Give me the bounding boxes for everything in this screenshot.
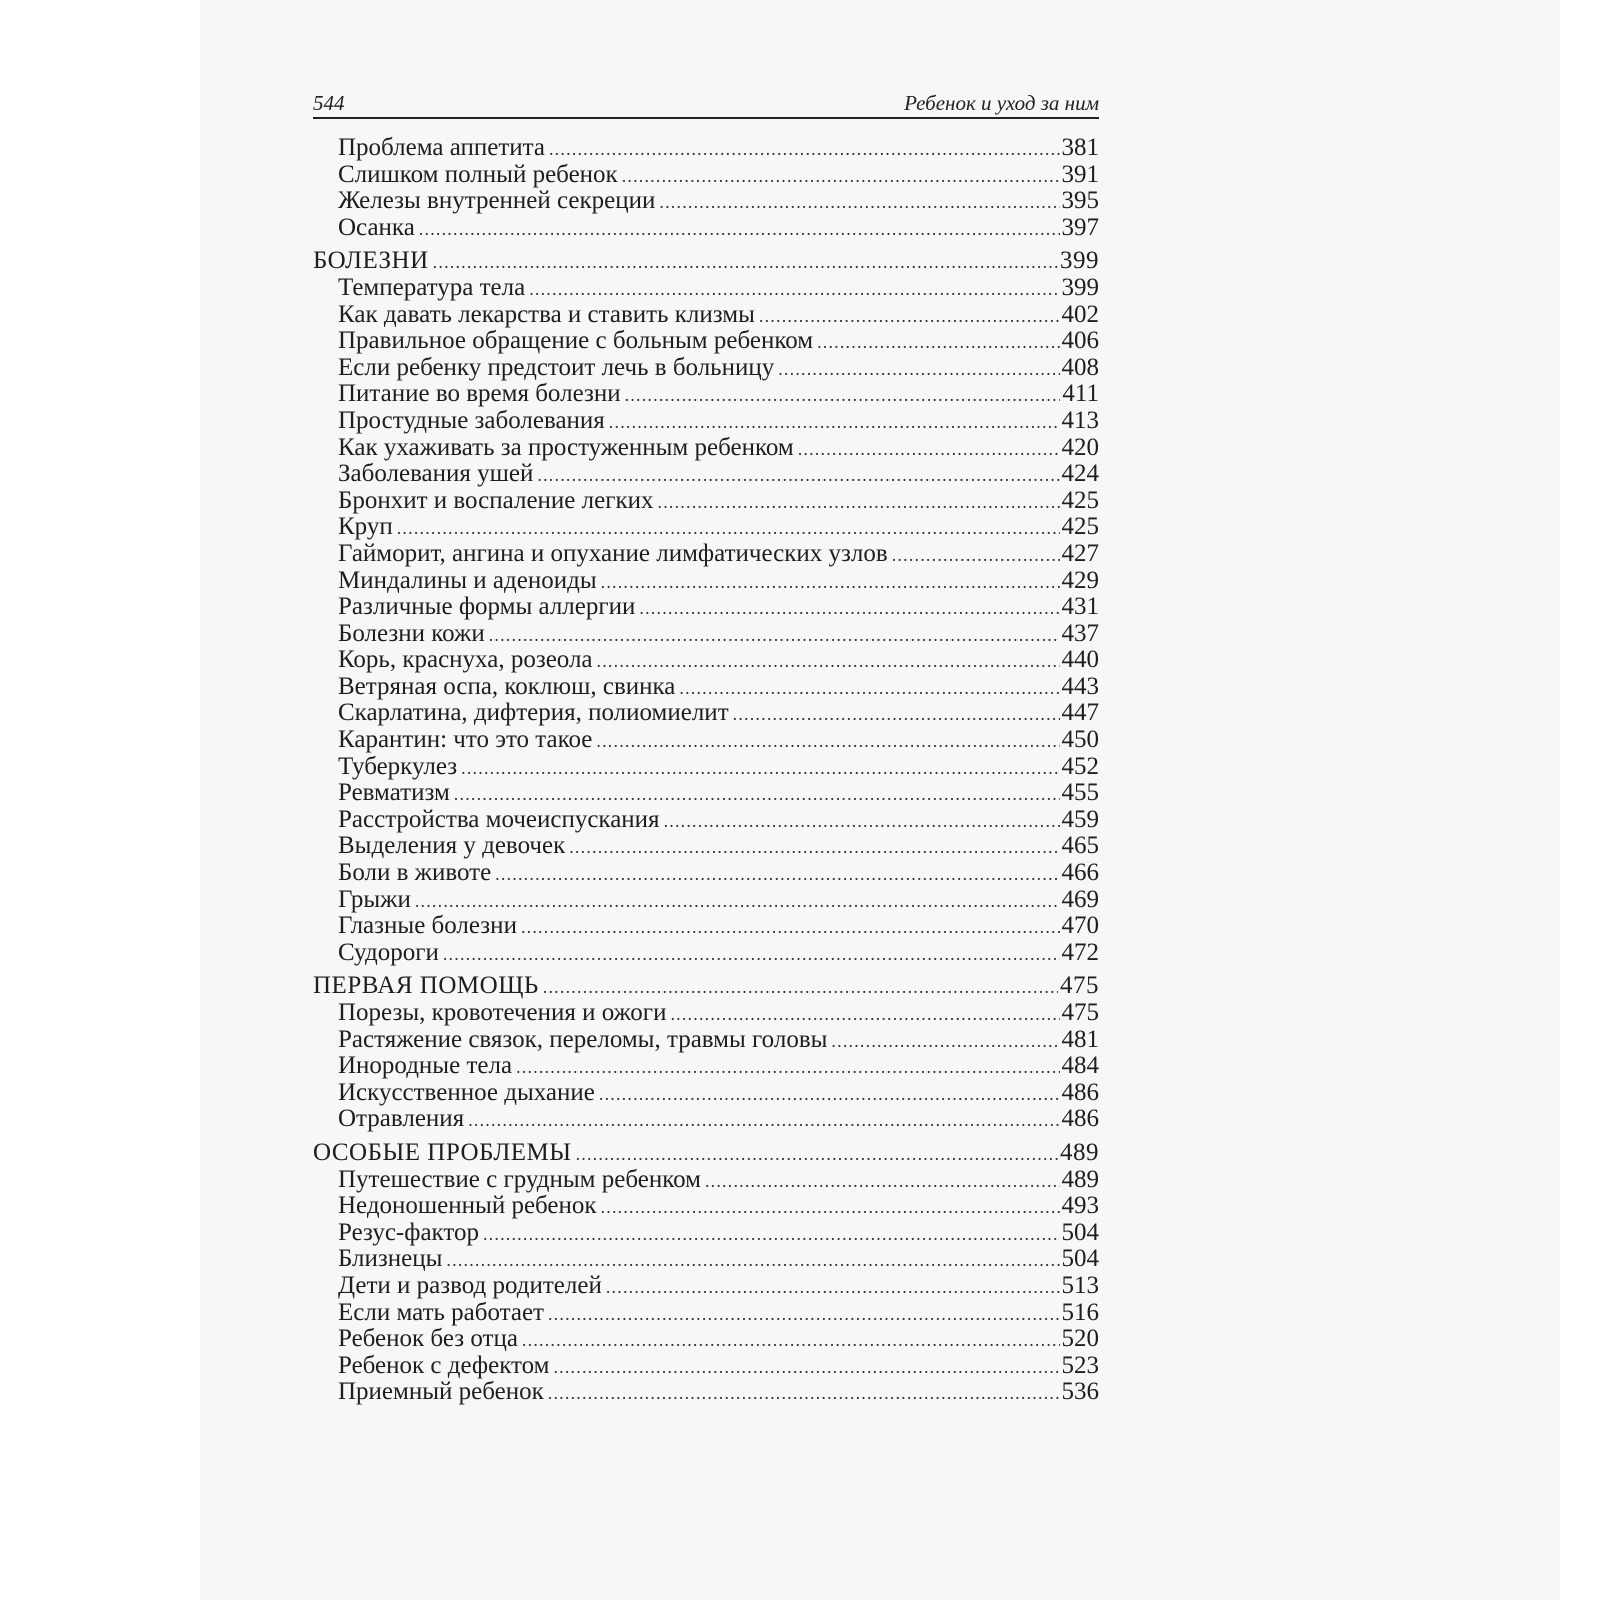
toc-entry-page: 447 [1061,699,1099,727]
dot-leader [443,941,1060,968]
toc-entry [313,541,1099,568]
toc-entry [313,594,1099,621]
toc-entry-page: 408 [1061,353,1099,381]
toc-entry-page: 399 [1061,273,1099,301]
dot-leader [601,1194,1060,1221]
toc-entry-page: 397 [1061,213,1099,241]
toc-entry [313,780,1099,807]
toc-entry-page: 486 [1061,1078,1099,1106]
toc-entry [313,807,1099,834]
toc-entry-label: Миндалины и аденоиды [338,566,597,594]
toc-entry-page: 429 [1061,566,1099,594]
dot-leader [606,1274,1060,1301]
toc-entry-label: Судороги [338,938,439,966]
toc-entry-label: Температура тела [338,273,526,301]
toc-entry-page: 437 [1061,619,1099,647]
toc-entry [313,913,1099,940]
toc-entry-label: Ребенок с дефектом [338,1351,550,1379]
toc-entry-page: 469 [1061,885,1099,913]
toc-entry-label: Ребенок без отца [338,1325,518,1353]
toc-entry-page: 440 [1061,646,1099,674]
header-rule [313,117,1099,119]
dot-leader [759,303,1060,330]
dot-leader [733,701,1060,728]
dot-leader [461,755,1059,782]
toc-entry-label: Гайморит, ангина и опухание лимфатических узлов [338,539,888,567]
toc-entry [313,302,1099,329]
toc-entry [313,275,1099,302]
toc-entry-page: 472 [1061,938,1099,966]
toc-entry [313,1080,1099,1107]
toc-entry-label: Слишком полный ребенок [338,160,618,188]
toc-entry-page: 459 [1061,805,1099,833]
toc-entry [313,700,1099,727]
toc-entry-label: Близнецы [338,1245,443,1273]
toc-entry [313,621,1099,648]
toc-entry [313,1167,1099,1194]
toc-entry-label: Путешествие с грудным ребенком [338,1165,701,1193]
toc-entry [313,833,1099,860]
toc-entry-page: 455 [1061,779,1099,807]
toc-entry [313,1326,1099,1353]
dot-leader [468,1107,1059,1134]
toc-entry-label: Корь, краснуха, розеола [338,646,593,674]
dot-leader [625,382,1061,409]
toc-entry-page: 504 [1061,1245,1099,1273]
toc-entry-page: 493 [1061,1192,1099,1220]
toc-entry [313,1273,1099,1300]
toc-entry-page: 486 [1061,1105,1099,1133]
toc-entry-label: Искусственное дыхание [338,1078,595,1106]
toc-entry-label: Осанка [338,213,415,241]
dot-leader [489,622,1060,649]
toc-entry-label: Если ребенку предстоит лечь в больницу [338,353,775,381]
toc-entry-label: Как ухаживать за простуженным ребенком [338,433,794,461]
toc-entry-label: Порезы, кровотечения и ожоги [338,999,667,1026]
dot-leader [397,515,1060,542]
dot-leader [658,489,1060,516]
toc-entry-label: ПЕРВАЯ ПОМОЩЬ [313,972,539,1000]
dot-leader [622,163,1060,190]
toc-entry-page: 424 [1061,460,1099,488]
toc-entry-label: Расстройства мочеиспускания [338,805,660,833]
toc-entry-page: 523 [1061,1351,1099,1379]
toc-entry-label: Инородные тела [338,1052,513,1080]
dot-leader [569,834,1059,861]
running-title: Ребенок и уход за ним [904,91,1099,115]
toc-entry [313,135,1099,162]
toc-entry-page: 425 [1061,486,1099,514]
dot-leader [599,1081,1060,1108]
toc-entry-page: 402 [1061,300,1099,328]
toc-entry-page: 452 [1061,752,1099,780]
toc-entry-page: 504 [1061,1218,1099,1246]
dot-leader [639,595,1059,622]
toc-entry-label: Различные формы аллергии [338,593,636,621]
toc-entry-label: Растяжение связок, переломы, травмы головы [338,1025,828,1053]
dot-leader [516,1054,1059,1081]
toc-entry-page: 431 [1061,593,1099,621]
toc-entry-page: 489 [1060,1138,1099,1166]
table-of-contents [313,135,1099,1406]
toc-entry [313,1027,1099,1054]
dot-leader [522,1327,1060,1354]
toc-entry-page: 411 [1062,380,1099,408]
toc-entry [313,940,1099,967]
toc-entry [313,1000,1099,1027]
toc-entry-label: Правильное обращение с больным ребенком [338,327,814,355]
toc-entry-label: Если мать работает [338,1298,544,1326]
dot-leader [446,1247,1059,1274]
toc-entry-page: 427 [1061,539,1099,567]
toc-entry-page: 465 [1061,832,1099,860]
toc-entry [313,887,1099,914]
toc-entry [313,674,1099,701]
toc-entry-label: Резус-фактор [338,1218,479,1246]
dot-leader [433,249,1058,276]
toc-entry-label: Недоношенный ребенок [338,1192,597,1220]
toc-entry [313,1246,1099,1273]
toc-entry-page: 481 [1061,1025,1099,1053]
toc-entry-page: 391 [1061,160,1099,188]
toc-section-entry [313,1140,1099,1167]
running-header [313,86,1099,118]
toc-entry-page: 381 [1061,134,1099,161]
toc-entry-label: Бронхит и воспаление легких [338,486,654,514]
dot-leader [597,648,1060,675]
toc-entry-label: Дети и развод родителей [338,1271,602,1299]
dot-leader [831,1028,1059,1055]
toc-entry-label: Грыжи [338,885,411,913]
toc-entry [313,328,1099,355]
toc-entry-label: БОЛЕЗНИ [313,247,429,275]
dot-leader [495,861,1059,888]
dot-leader [415,888,1060,915]
toc-entry [313,435,1099,462]
toc-entry-label: Ветряная оспа, коклюш, свинка [338,672,676,700]
toc-entry-page: 536 [1061,1378,1099,1406]
toc-entry-page: 420 [1061,433,1099,461]
toc-entry [313,381,1099,408]
dot-leader [454,781,1060,808]
dot-leader [679,675,1059,702]
toc-section-entry [313,973,1099,1000]
toc-entry [313,647,1099,674]
toc-entry-label: Приемный ребенок [338,1378,544,1406]
toc-entry-page: 484 [1061,1052,1099,1080]
toc-entry-label: Проблема аппетита [338,134,545,161]
toc-entry-label: Простудные заболевания [338,406,605,434]
toc-entry-label: Карантин: что это такое [338,726,593,754]
toc-entry [313,1379,1099,1406]
toc-entry [313,488,1099,515]
toc-entry [313,754,1099,781]
toc-entry [313,1053,1099,1080]
dot-leader [548,1380,1060,1407]
toc-entry-page: 413 [1061,406,1099,434]
toc-entry [313,568,1099,595]
dot-leader [601,569,1060,596]
toc-entry-page: 516 [1061,1298,1099,1326]
toc-entry-page: 466 [1061,859,1099,887]
toc-entry [313,1193,1099,1220]
toc-entry [313,514,1099,541]
toc-entry-label: Скарлатина, дифтерия, полиомиелит [338,699,729,727]
dot-leader [705,1168,1060,1195]
toc-entry [313,408,1099,435]
toc-entry [313,215,1099,242]
toc-entry-page: 399 [1060,247,1099,275]
toc-entry [313,860,1099,887]
toc-entry-page: 470 [1061,912,1099,940]
toc-entry-page: 425 [1061,513,1099,541]
toc-entry [313,461,1099,488]
dot-leader [778,356,1059,383]
dot-leader [609,409,1060,436]
dot-leader [548,1301,1060,1328]
dot-leader [483,1221,1060,1248]
toc-entry-label: Заболевания ушей [338,460,534,488]
dot-leader [576,1141,1058,1168]
dot-leader [659,189,1059,216]
dot-leader [521,914,1060,941]
dot-leader [553,1354,1059,1381]
toc-entry [313,162,1099,189]
toc-entry [313,355,1099,382]
page-number: 544 [313,91,345,115]
toc-entry-page: 443 [1061,672,1099,700]
toc-entry-page: 475 [1060,972,1099,1000]
dot-leader [664,808,1060,835]
toc-entry-label: Глазные болезни [338,912,517,940]
toc-entry-page: 489 [1061,1165,1099,1193]
toc-entry-label: Круп [338,513,393,541]
dot-leader [670,1001,1059,1028]
toc-entry-label: ОСОБЫЕ ПРОБЛЕМЫ [313,1138,572,1166]
toc-section-entry [313,248,1099,275]
dot-leader [419,216,1060,243]
toc-entry [313,1220,1099,1247]
toc-entry-label: Болезни кожи [338,619,485,647]
toc-entry [313,1353,1099,1380]
toc-entry [313,1106,1099,1133]
toc-entry-page: 475 [1061,999,1099,1026]
toc-entry [313,188,1099,215]
dot-leader [537,462,1059,489]
toc-entry-page: 513 [1061,1271,1099,1299]
toc-entry-label: Железы внутренней секреции [338,187,656,215]
dot-leader [596,728,1059,755]
toc-entry-page: 406 [1061,327,1099,355]
toc-entry-label: Туберкулез [338,752,458,780]
dot-leader [817,329,1059,356]
dot-leader [798,436,1060,463]
toc-entry-label: Как давать лекарства и ставить клизмы [338,300,755,328]
toc-entry-page: 450 [1061,726,1099,754]
toc-entry-label: Выделения у девочек [338,832,566,860]
toc-entry-label: Ревматизм [338,779,450,807]
toc-entry-page: 395 [1061,187,1099,215]
toc-entry [313,727,1099,754]
dot-leader [543,974,1058,1001]
dot-leader [892,542,1060,569]
dot-leader [549,136,1060,163]
dot-leader [529,276,1059,303]
toc-entry [313,1300,1099,1327]
toc-entry-label: Отравления [338,1105,465,1133]
toc-entry-page: 520 [1061,1325,1099,1353]
toc-entry-label: Боли в животе [338,859,492,887]
toc-entry-label: Питание во время болезни [338,380,621,408]
